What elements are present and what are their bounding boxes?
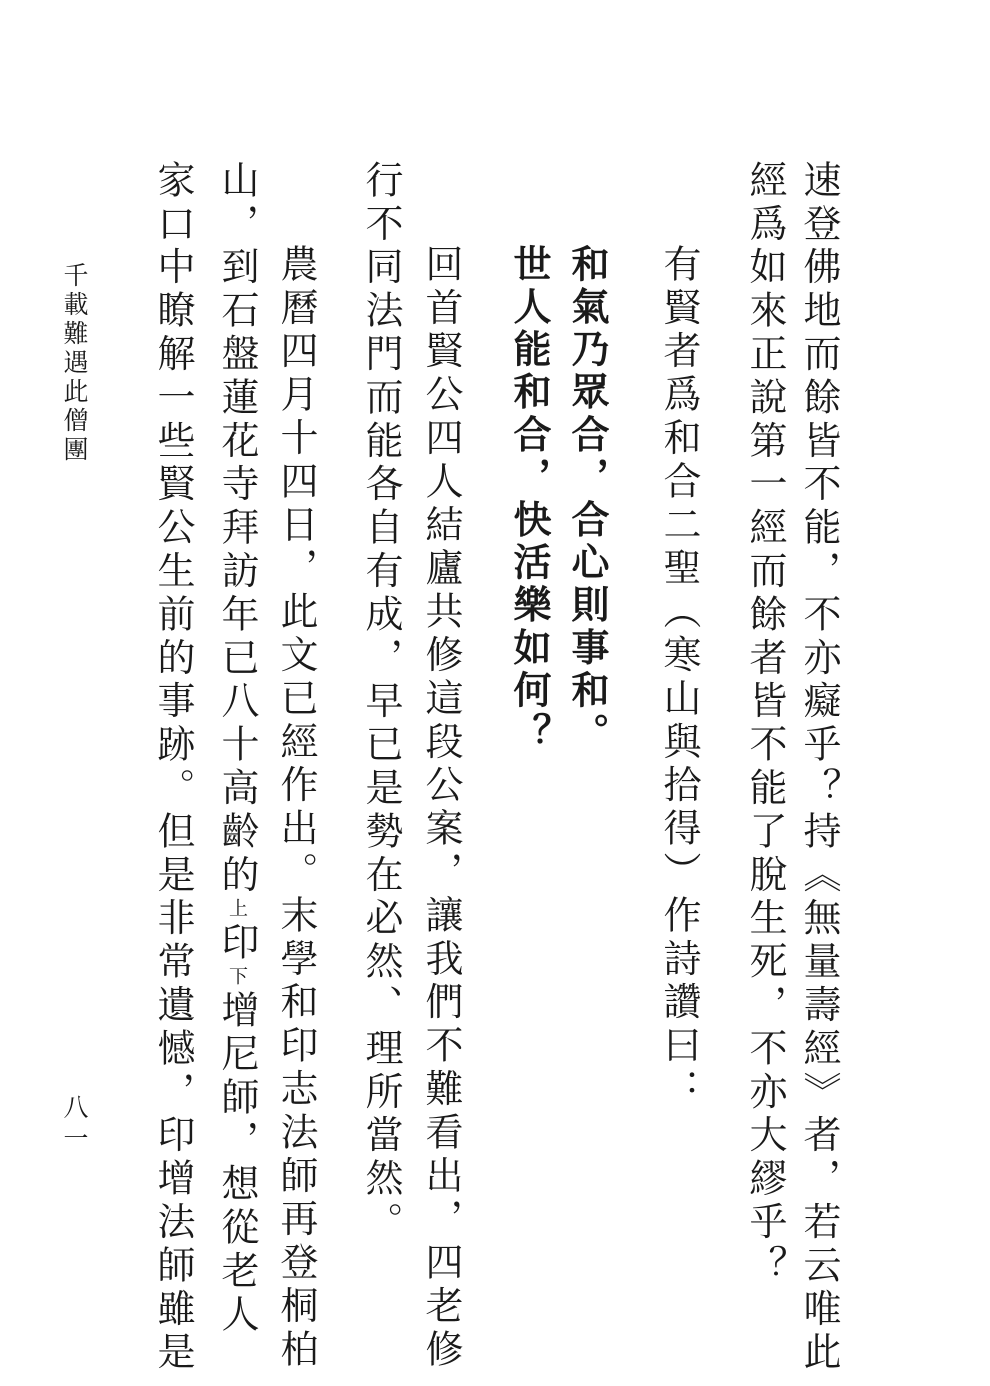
honorific-mark-upper: 上 — [226, 897, 248, 923]
honorific-mark-lower: 下 — [226, 965, 248, 991]
running-title: 千載難遇此僧團 — [60, 262, 89, 465]
page-number: 八一 — [60, 1094, 89, 1156]
text-column-6: 回首賢公四人結廬共修這段公案，讓我們不難看出，四老修 — [419, 244, 463, 1373]
text-column-8: 農曆四月十四日，此文已經作出。末學和印志法師再登桐柏 — [274, 244, 318, 1373]
text-column-9-part-2: 印 — [215, 922, 259, 966]
text-column-1: 速登佛地而餘皆不能，不亦癡乎？持《無量壽經》者，若云唯此 — [797, 160, 841, 1376]
text-column-7: 行不同法門而能各自有成，早已是勢在必然、理所當然。 — [359, 160, 403, 1245]
poem-line-2: 世人能和合，快活樂如何？ — [507, 244, 551, 756]
text-column-2: 經爲如來正說第一經而餘者皆不能了脫生死，不亦大繆乎？ — [743, 160, 787, 1289]
text-column-9-part-1: 山，到石盤蓮花寺拜訪年已八十高齡的 — [215, 160, 259, 898]
text-column-10: 家口中瞭解一些賢公生前的事跡。但是非常遺憾，印增法師雖是 — [151, 160, 195, 1376]
poem-line-1: 和氣乃眾合，合心則事和。 — [565, 244, 609, 756]
text-column-9-part-3: 增尼師，想從老人 — [215, 990, 259, 1338]
text-column-3: 有賢者爲和合二聖（寒山與拾得）作詩讚曰： — [657, 244, 701, 1112]
text-column-9 — [215, 160, 259, 1338]
